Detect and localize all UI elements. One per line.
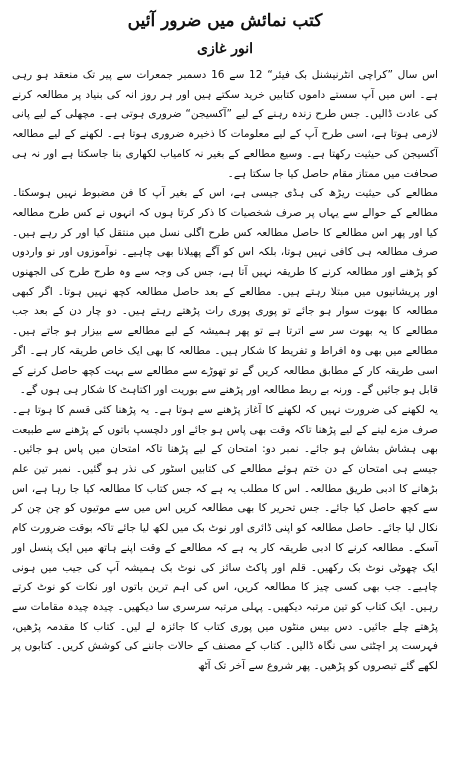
paragraph-2: مطالعے کی حیثیت ریڑھ کی ہڈی جیسی ہے، اس کے بغیر آپ کا فن مضبوط نہیں ہوسکتا۔ مطالعے کے حوالے سے یہاں پر صرف شخصیات کا ذکر کرتا ہوں کہ انہوں نے کس طرح مطالعہ کیا اور پھر اس مطالعے کا حاصل مطالعہ کس طرح اگلی نسل میں منتقل کیا اور کر رہے ہیں۔ صرف مطالعہ ہی کافی نہیں ہوتا، بلکہ اس کو آگے پھیلانا بھی چاہیے۔ نوآموزوں اور نو واردوں کو پڑھنے اور مطالعہ کرنے کا طریقہ نہیں آتا ہے، جس کی وجہ سے وہ طرح طرح کی الجھنوں اور پریشانیوں میں مبتلا رہتے ہیں۔ مطالعے کے بعد حاصل مطالعہ کچھ نہیں ہوتا۔ اگر کبھی مطالعہ کا بھوت سوار ہو جائے تو پوری پوری رات پڑھتے رہتے ہیں۔ دو چار دن کے بعد جب مطالعے کا یہ بھوت سر سے اترتا ہے تو پھر ہمیشہ کے لیے مطالعے سے بیزار ہو جاتے ہیں۔ مطالعے میں بھی وہ افراط و تفریط کا شکار ہیں۔ مطالعہ کا بھی ایک خاص طریقہ کار ہے۔ اگر اسی طریقہ کار کے مطابق مطالعہ کریں گے تو تھوڑے سے مطالعے سے بہت کچھ حاصل کرنے کے قابل ہو جائیں گے۔ ورنہ بے ربط مطالعہ اور پڑھنے سے بوریت اور اکتاہٹ کا شکار ہی ہوں گے۔ xyxy=(12,187,438,397)
article-author: انور غازی xyxy=(197,41,253,57)
paragraph-1: اس سال ”کراچی انٹرنیشنل بک فیئر“ 12 سے 16 دسمبر جمعرات سے پیر تک منعقد ہو رہی ہے۔ اس میں آپ سستے داموں کتابیں خرید سکتے ہیں اور ہر روز انہ کی بنیاد پر مطالعہ کرنے کی عادت ڈالیں۔ جس طرح زندہ رہنے کے لیے ”آکسیجن“ ضروری ہوتی ہے۔ مچھلی کے لیے پانی لازمی ہوتا ہے، اسی طرح آپ کے لیے معلومات کا ذخیرہ ضروری ہوتا ہے۔ لکھنے کے لیے مطالعہ آکسیجن کی حیثیت رکھتا ہے۔ وسیع مطالعے کے بغیر نہ کامیاب لکھاری بنا جاسکتا ہے اور نہ ہی صحافت میں ممتاز مقام حاصل کیا جا سکتا ہے۔ xyxy=(12,69,438,180)
article-body xyxy=(12,66,438,677)
article-title: کتب نمائش میں ضرور آئیں xyxy=(127,11,323,31)
paragraph-3: یہ لکھنے کی ضرورت نہیں کہ لکھنے کا آغاز پڑھنے سے ہوتا ہے۔ یہ پڑھنا کئی قسم کا ہوتا ہے۔ صرف مزے لینے کے لیے پڑھنا تاکہ وقت بھی پاس ہو جائے اور دلچسپ باتوں کے پڑھنے سے طبیعت بھی ہشاش بشاش ہو جائے۔ نمبر دو: امتحان کے لیے پڑھنا تاکہ امتحان میں پاس ہو جائیں۔ جیسے ہی امتحان کے دن ختم ہوئے مطالعے کی کتابیں اسٹور کی نذر ہو گئیں۔ نمبر تین علم بڑھانے کا ادبی طریق مطالعہ۔ اس کا مطلب یہ ہے کہ جس کتاب کا مطالعہ کیا جا رہا ہے، اس سے کچھ حاصل کیا جائے۔ جس تحریر کا بھی مطالعہ کریں اس میں سے موتیوں کو چن چن کر نکال لیا جائے۔ حاصل مطالعہ کو اپنی ڈائری اور نوٹ بک میں لکھ لیا جائے تاکہ بوقت ضرورت کام آسکے۔ مطالعہ کرنے کا ادبی طریقہ کار یہ ہے کہ مطالعے کے وقت اپنے ہاتھ میں ایک پنسل اور ایک چھوٹی نوٹ بک رکھیں۔ قلم اور پاکٹ سائز کی نوٹ بک ہمیشہ آپ کی جیب میں ہونی چاہیے۔ جب بھی کسی چیز کا مطالعہ کریں، اس کی اہم ترین باتوں اور نکات کو نوٹ کرتے رہیں۔ ایک کتاب کو تین مرتبہ دیکھیں۔ پہلی مرتبہ سرسری سا دیکھیں۔ چیدہ چیدہ مقامات سے پڑھتے چلے جائیں۔ دس بیس منٹوں میں پوری کتاب کا جائزہ لے لیں۔ کتاب کا مقدمہ پڑھیں، فہرست پر اچٹتی سی نگاہ ڈالیں۔ کتاب کے مصنف کے حالات جاننے کی کوشش کریں۔ کتابوں پر لکھے گئے تبصروں کو پڑھیں۔ پھر شروع سے آخر تک آٹھ xyxy=(12,403,438,673)
